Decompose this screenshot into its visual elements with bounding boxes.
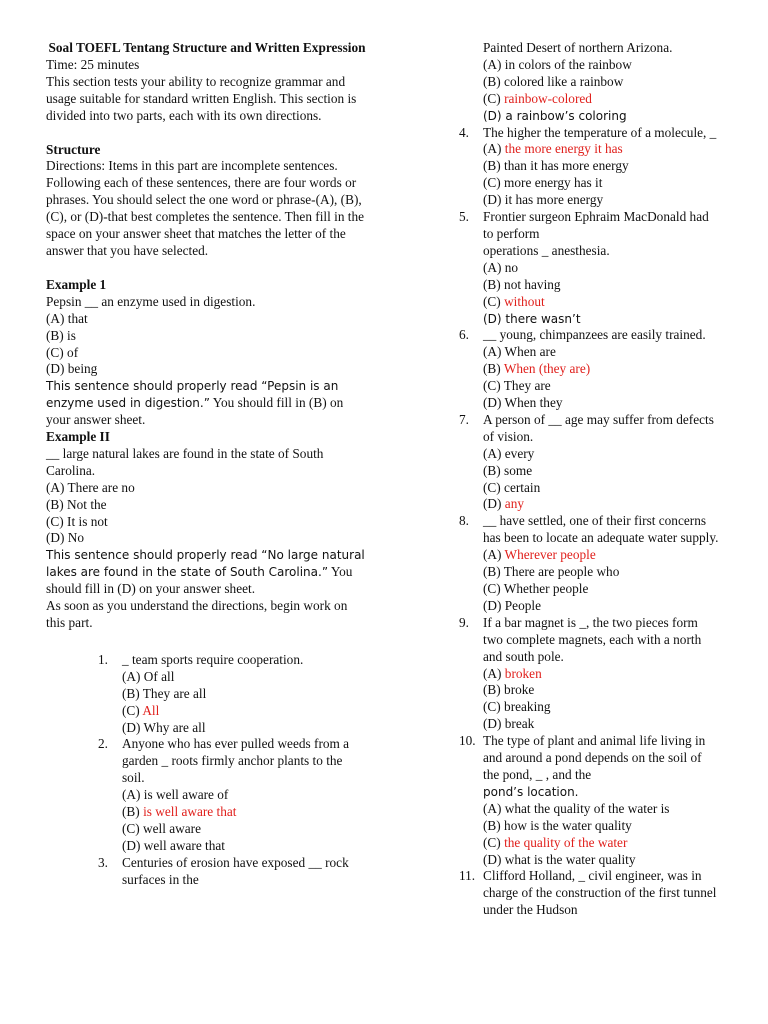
time-limit: Time: 25 minutes	[46, 56, 140, 72]
question-number: 9.	[459, 614, 469, 630]
example2-option: (D) No	[46, 530, 85, 546]
option-c: (C) more energy has it	[483, 175, 603, 191]
correct-answer: is well aware that	[143, 804, 237, 820]
question-7	[459, 412, 721, 513]
question-9	[459, 615, 721, 733]
option-d: (D) it has more energy	[483, 192, 604, 208]
question-number: 4.	[459, 124, 469, 140]
option-c: (C) Whether people	[483, 581, 589, 596]
question-stem: __ have settled, one of their first concerns has been to locate an adequate water supply.	[483, 513, 719, 546]
example2-explanation-quote: This sentence should properly read “No large natural lakes are found in the state of South Carolina.”	[46, 548, 365, 580]
question-number: 6.	[459, 327, 469, 343]
correct-answer: broken	[504, 665, 542, 681]
option-c: (C) well aware	[122, 820, 202, 836]
directions-paragraph: Directions: Items in this part are incomplete sentences. Following each of these sentences, there are four words or phrases. You should select the one word or phrase-(A), (B), (C), or (D)-that best completes the sentence. Then fill in the space on your answer sheet that matches the letter of the answer that you have selected.	[46, 158, 365, 258]
left-column	[46, 40, 368, 889]
question-10	[459, 733, 721, 868]
option-d: (D) any	[483, 496, 524, 512]
option-b: (B) There are people who	[483, 564, 620, 580]
option-a: (A) broken	[483, 665, 542, 681]
question-number: 3.	[98, 854, 108, 870]
begin-instruction: As soon as you understand the directions, begin work on this part.	[46, 598, 348, 630]
option-a: (A) Wherever people	[483, 547, 596, 563]
example1-explanation	[46, 378, 368, 429]
question-stem: __ young, chimpanzees are easily trained.	[483, 327, 706, 343]
example2-heading: Example II	[46, 429, 110, 445]
example2-option: (B) Not the	[46, 496, 107, 512]
question-11	[459, 868, 721, 919]
question-4	[459, 125, 721, 210]
correct-answer: When (they are)	[503, 361, 591, 377]
example1-option: (A) that	[46, 310, 88, 326]
question-stem-line2: operations _ anesthesia.	[483, 242, 610, 258]
correct-answer: All	[142, 702, 160, 718]
option-d: (D) what is the water quality	[483, 851, 636, 867]
option-c: (C) the quality of the water	[483, 834, 628, 850]
example2-option: (A) There are no	[46, 479, 135, 495]
option-a: (A) in colors of the rainbow	[483, 56, 632, 72]
option-b: (B) how is the water quality	[483, 817, 632, 833]
correct-answer: the quality of the water	[504, 834, 628, 850]
example1-option: (D) being	[46, 361, 98, 377]
option-c: (C) They are	[483, 378, 551, 394]
option-a: (A) When are	[483, 344, 556, 360]
option-a: (A) what the quality of the water is	[483, 800, 670, 816]
question-number: 8.	[459, 513, 469, 529]
option-c: (C) rainbow-colored	[483, 90, 592, 106]
option-d: (D) break	[483, 716, 535, 732]
question-stem: Frontier surgeon Ephraim MacDonald had to perform	[483, 209, 709, 241]
option-c: (C) All	[122, 702, 160, 718]
question-3-continued	[459, 40, 721, 125]
option-d: (D) a rainbow’s coloring	[483, 108, 627, 123]
document-title: Soal TOEFL Tentang Structure and Written Expression	[48, 40, 366, 55]
correct-answer: any	[504, 496, 524, 512]
question-stem: Anyone who has ever pulled weeds from a garden _ roots firmly anchor plants to the soil.	[122, 736, 350, 786]
question-stem: The higher the temperature of a molecule, _	[483, 124, 717, 140]
example2-stem: __ large natural lakes are found in the state of South Carolina.	[46, 445, 324, 478]
correct-answer: Wherever people	[504, 547, 596, 563]
option-a: (A) Of all	[122, 668, 175, 684]
option-c: (C) breaking	[483, 699, 551, 715]
option-d: (D) there wasn’t	[483, 311, 581, 326]
question-stem: Centuries of erosion have exposed __ rock surfaces in the	[122, 854, 349, 887]
example1-option: (C) of	[46, 344, 79, 360]
question-5	[459, 209, 721, 327]
correct-answer: the more energy it has	[504, 141, 623, 157]
option-b: (B) not having	[483, 276, 561, 292]
example1-explanation-quote: This sentence should properly read “Pepsin is an enzyme used in digestion.”	[46, 379, 339, 411]
example2-explanation-tail: You should fill in (D) on your answer sheet.	[46, 564, 353, 597]
question-number: 5.	[459, 209, 469, 225]
correct-answer: without	[504, 293, 545, 309]
structure-heading: Structure	[46, 141, 101, 157]
option-d: (D) When they	[483, 395, 563, 411]
question-number: 11.	[459, 868, 476, 884]
correct-answer: rainbow-colored	[504, 90, 592, 106]
option-b: (B) is well aware that	[122, 804, 237, 820]
question-stem: Clifford Holland, _ civil engineer, was in charge of the construction of the first tunnel under the Hudson	[483, 868, 717, 918]
option-b: (B) They are all	[122, 685, 207, 701]
example1-heading: Example 1	[46, 276, 107, 292]
option-a: (A) no	[483, 259, 519, 275]
example1-stem: Pepsin __ an enzyme used in digestion.	[46, 293, 256, 309]
example2-explanation	[46, 547, 368, 598]
option-a: (A) the more energy it has	[483, 141, 623, 157]
question-stem-continued: Painted Desert of northern Arizona.	[483, 40, 673, 55]
option-a: (A) every	[483, 445, 535, 461]
question-stem: _ team sports require cooperation.	[122, 651, 304, 667]
option-b: (B) than it has more energy	[483, 158, 629, 174]
question-2	[46, 736, 368, 854]
option-b: (B) some	[483, 462, 533, 478]
question-8	[459, 513, 721, 614]
example1-option: (B) is	[46, 327, 76, 343]
question-stem-tail: pond’s location.	[483, 784, 579, 799]
question-stem: A person of __ age may suffer from defects of vision.	[483, 411, 714, 444]
question-3	[46, 855, 368, 889]
option-d: (D) Why are all	[122, 719, 206, 735]
option-c: (C) without	[483, 293, 545, 309]
question-6	[459, 327, 721, 412]
option-b: (B) broke	[483, 682, 535, 698]
question-number: 7.	[459, 411, 469, 427]
question-1	[46, 652, 368, 737]
question-number: 10.	[459, 733, 476, 749]
question-number: 1.	[98, 651, 108, 667]
example1-explanation-tail: You should fill in (B) on your answer sheet.	[46, 395, 344, 428]
question-stem: If a bar magnet is _, the two pieces form two complete magnets, each with a north and south pole.	[483, 614, 702, 664]
option-b: (B) colored like a rainbow	[483, 73, 624, 89]
intro-paragraph: This section tests your ability to recognize grammar and usage suitable for standard written English. This section is divided into two parts, each with its own directions.	[46, 73, 357, 123]
option-d: (D) People	[483, 597, 541, 613]
question-stem: The type of plant and animal life living in and around a pond depends on the soil of the pond, _ , and the	[483, 733, 706, 782]
option-a: (A) is well aware of	[122, 787, 229, 803]
option-b: (B) When (they are)	[483, 361, 591, 377]
right-column	[459, 40, 721, 919]
question-number: 2.	[98, 736, 108, 752]
example2-option: (C) It is not	[46, 513, 108, 529]
option-c: (C) certain	[483, 479, 541, 495]
option-d: (D) well aware that	[122, 837, 225, 853]
